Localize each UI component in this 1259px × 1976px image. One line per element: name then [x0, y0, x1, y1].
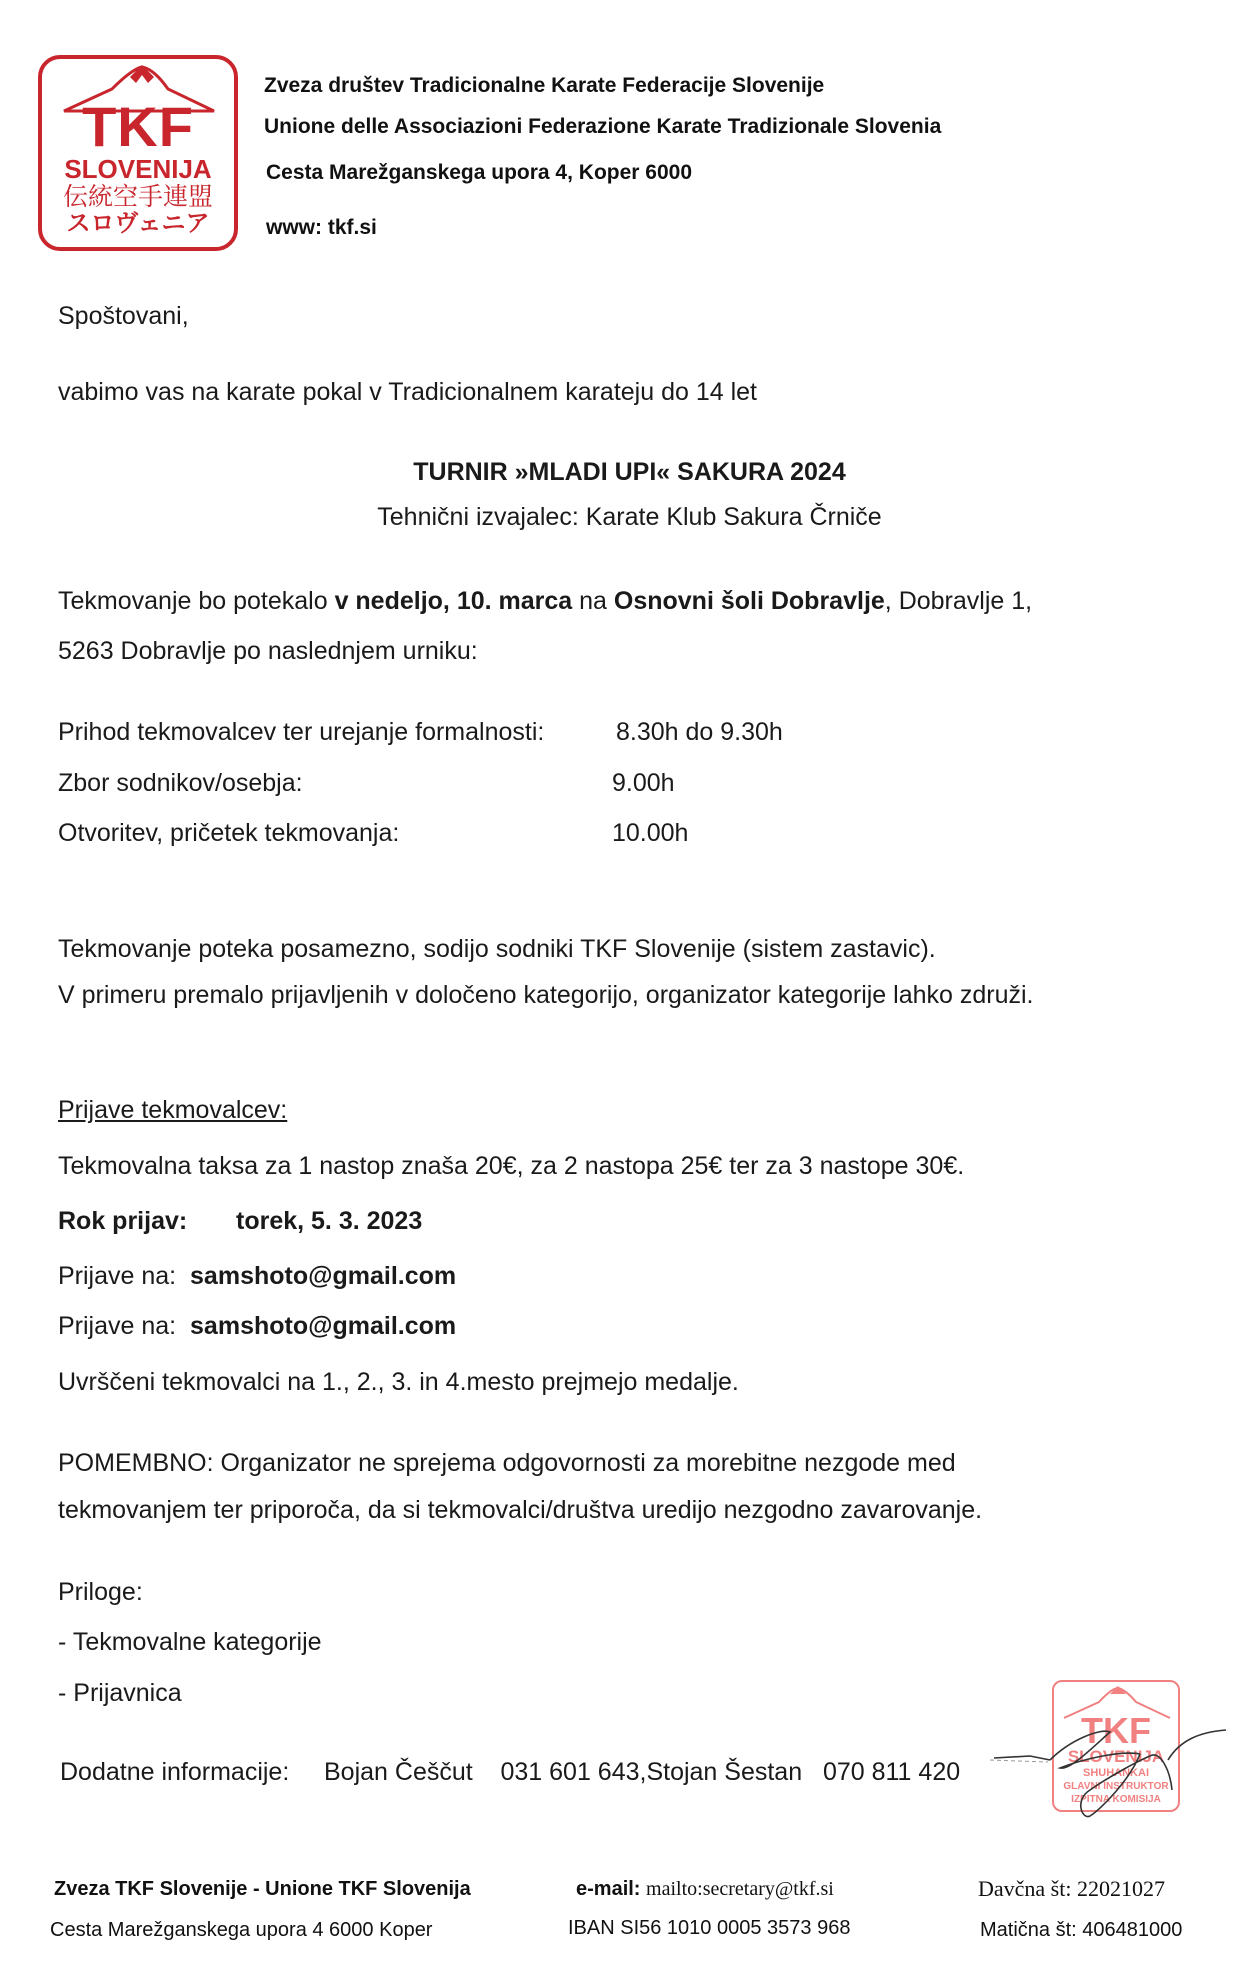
event-subtitle: Tehnični izvajalec: Karate Klub Sakura Črniče [377, 503, 882, 531]
apply-label: Prijave na: [58, 1262, 177, 1290]
contact-value: Bojan Češčut 031 601 643,Stojan Šestan 070 811 420 [324, 1758, 961, 1786]
registration-heading: Prijave tekmovalcev: [58, 1096, 288, 1124]
deadline-value: torek, 5. 3. 2023 [236, 1207, 423, 1235]
footer-org: Zveza TKF Slovenije - Unione TKF Slovenija [54, 1878, 471, 1900]
event-title: TURNIR »MLADI UPI« SAKURA 2024 [413, 458, 846, 486]
logo-tkf: TKF [82, 95, 194, 158]
schedule-time: 10.00h [612, 819, 689, 847]
apply-line [58, 1262, 456, 1291]
important-line-1: POMEMBNO: Organizator ne sprejema odgovornosti za morebitne nezgode med [58, 1449, 956, 1477]
schedule-label: Otvoritev, pričetek tekmovanja: [58, 819, 400, 847]
header-website[interactable]: www: tkf.si [266, 216, 377, 239]
logo-katakana: スロヴェニア [66, 210, 210, 237]
stamp-line-2: GLAVNI INSTRUKTOR [1063, 1781, 1169, 1792]
attachment-item[interactable]: - Tekmovalne kategorije [58, 1628, 322, 1656]
footer-iban: IBAN SI56 1010 0005 3573 968 [568, 1917, 851, 1939]
schedule-label: Prihod tekmovalcev ter urejanje formalnosti: [58, 718, 545, 746]
event-text: Tekmovanje bo potekalo [58, 587, 335, 615]
medals-text: Uvrščeni tekmovalci na 1., 2., 3. in 4.mesto prejmejo medalje. [58, 1368, 739, 1396]
stamp-line-3: IZPITNA KOMISIJA [1071, 1794, 1161, 1805]
logo-country: SLOVENIJA [64, 154, 212, 184]
apply-line [58, 1312, 456, 1341]
signature-icon [990, 1720, 1230, 1830]
schedule-time: 9.00h [612, 769, 675, 797]
stamp-tkf: TKF [1081, 1710, 1151, 1751]
footer-email-link[interactable]: mailto:secretary@tkf.si [646, 1878, 834, 1900]
footer-tax-number: Davčna št: 22021027 [978, 1876, 1165, 1901]
footer-address: Cesta Marežganskega upora 4 6000 Koper [50, 1919, 433, 1941]
event-date: v nedeljo, 10. marca [334, 587, 573, 615]
rules-line-1: Tekmovanje poteka posamezno, sodijo sodniki TKF Slovenije (sistem zastavic). [58, 935, 936, 963]
event-address: , Dobravlje 1, [884, 587, 1033, 615]
event-details-line-2: 5263 Dobravlje po naslednjem urniku: [58, 637, 478, 665]
header-line-2: Unione delle Associazioni Federazione Karate Tradizionale Slovenia [264, 115, 942, 138]
apply-email[interactable]: samshoto@gmail.com [190, 1262, 457, 1290]
footer-email-label: e-mail: [576, 1878, 641, 1900]
fee-text: Tekmovalna taksa za 1 nastop znaša 20€, za 2 nastopa 25€ ter za 3 nastope 30€. [58, 1152, 965, 1180]
contact-label: Dodatne informacije: [60, 1758, 290, 1786]
header-address: Cesta Marežganskega upora 4, Koper 6000 [266, 161, 693, 184]
footer-registration-number: Matična št: 406481000 [980, 1919, 1183, 1941]
attachment-item[interactable]: - Prijavnica [58, 1679, 182, 1707]
apply-label: Prijave na: [58, 1312, 177, 1340]
attachments-label: Priloge: [58, 1578, 143, 1606]
event-text: na [572, 587, 614, 615]
intro: vabimo vas na karate pokal v Tradicionalnem karateju do 14 let [58, 378, 757, 406]
important-line-2: tekmovanjem ter priporoča, da si tekmovalci/društva uredijo nezgodno zavarovanje. [58, 1496, 983, 1524]
stamp-country: SLOVENIJA [1067, 1747, 1165, 1766]
rules-line-2: V primeru premalo prijavljenih v določeno kategorijo, organizator kategorije lahko združi. [58, 981, 1034, 1009]
header-line-1: Zveza društev Tradicionalne Karate Federacije Slovenije [264, 74, 825, 97]
deadline-label: Rok prijav: [58, 1207, 188, 1235]
stamp-line-1: SHUHANKAI [1083, 1767, 1149, 1779]
footer-email [576, 1878, 834, 1901]
schedule-time: 8.30h do 9.30h [616, 718, 783, 746]
logo-kanji: 伝統空手連盟 [62, 183, 213, 211]
event-details [58, 587, 1032, 616]
tkf-logo [38, 55, 238, 251]
schedule-label: Zbor sodnikov/osebja: [58, 769, 303, 797]
event-venue: Osnovni šoli Dobravlje [613, 587, 885, 615]
apply-email[interactable]: samshoto@gmail.com [190, 1312, 457, 1340]
greeting: Spoštovani, [58, 302, 189, 330]
